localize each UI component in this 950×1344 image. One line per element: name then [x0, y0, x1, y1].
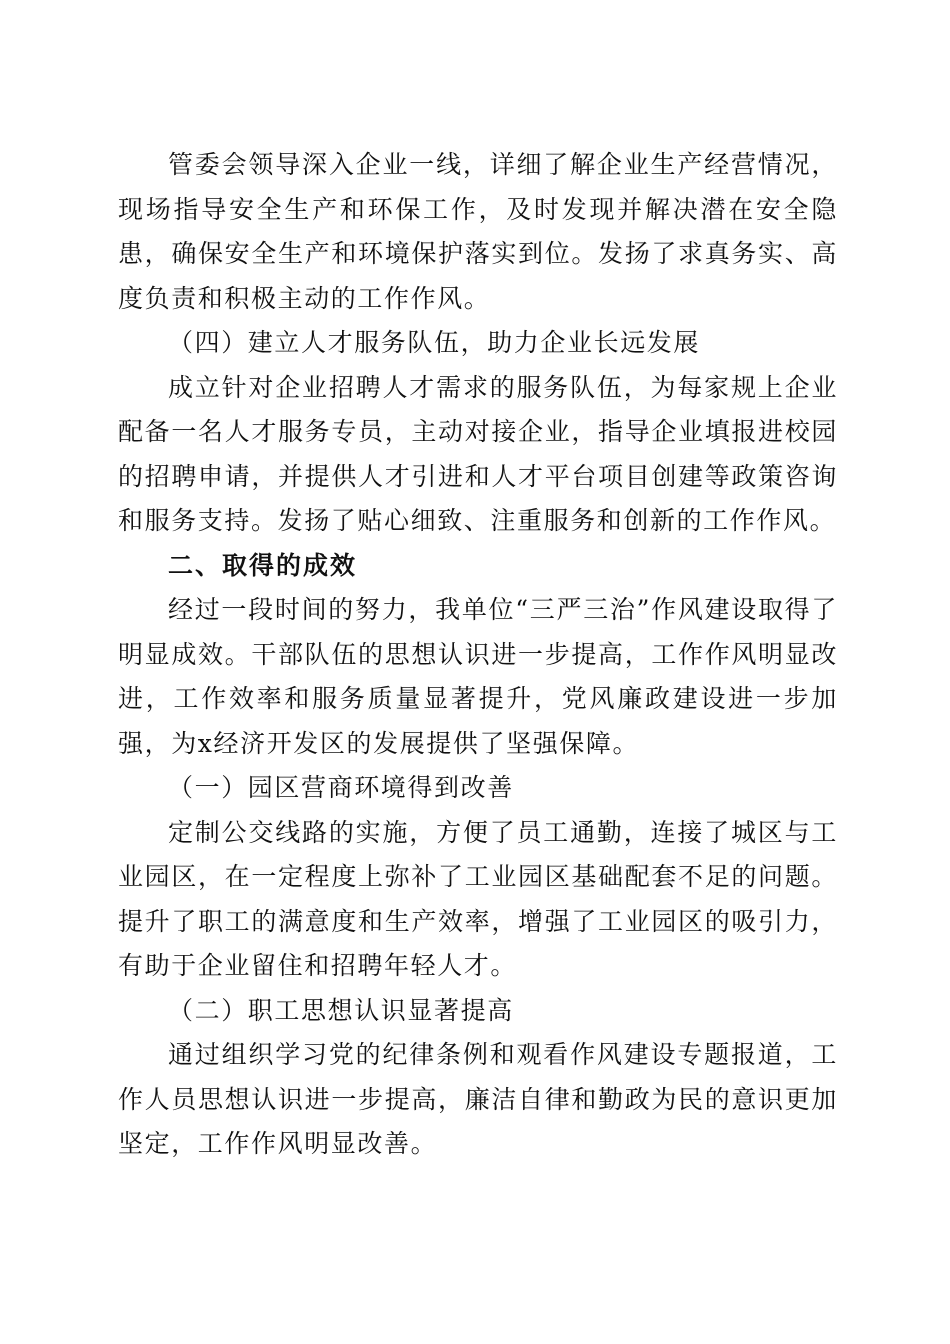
paragraph-talent-service: 成立针对企业招聘人才需求的服务队伍，为每家规上企业配备一名人才服务专员，主动对接企业，指导企业填报进校园的招聘申请，并提供人才引进和人才平台项目创建等政策咨询和服务支持。发扬了贴心细致、注重服务和创新的工作作风。	[118, 372, 838, 535]
paragraph-achievements-overview: 经过一段时间的努力，我单位“三严三治”作风建设取得了明显成效。干部队伍的思想认识进一步提高，工作作风明显改进，工作效率和服务质量显著提升，党风廉政建设进一步加强，为x经济开发区的发展提供了坚强保障。	[118, 595, 838, 758]
document-body	[118, 143, 838, 1167]
paragraph-business-environment: 定制公交线路的实施，方便了员工通勤，连接了城区与工业园区，在一定程度上弥补了工业园区基础配套不足的问题。提升了职工的满意度和生产效率，增强了工业园区的吸引力，有助于企业留住和招聘年轻人才。	[118, 817, 838, 980]
section-heading-achievements: 二、取得的成效	[168, 550, 358, 580]
subheading-staff-awareness: （二）职工思想认识显著提高	[168, 995, 514, 1025]
subheading-talent-service-team: （四）建立人才服务队伍，助力企业长远发展	[168, 328, 701, 357]
paragraph-leadership-visits: 管委会领导深入企业一线，详细了解企业生产经营情况，现场指导安全生产和环保工作，及时发现并解决潜在安全隐患，确保安全生产和环境保护落实到位。发扬了求真务实、高度负责和积极主动的工作作风。	[118, 150, 838, 313]
subheading-business-environment: （一）园区营商环境得到改善	[168, 773, 514, 802]
paragraph-staff-awareness: 通过组织学习党的纪律条例和观看作风建设专题报道，工作人员思想认识进一步提高，廉洁自律和勤政为民的意识更加坚定，工作作风明显改善。	[118, 1040, 838, 1158]
